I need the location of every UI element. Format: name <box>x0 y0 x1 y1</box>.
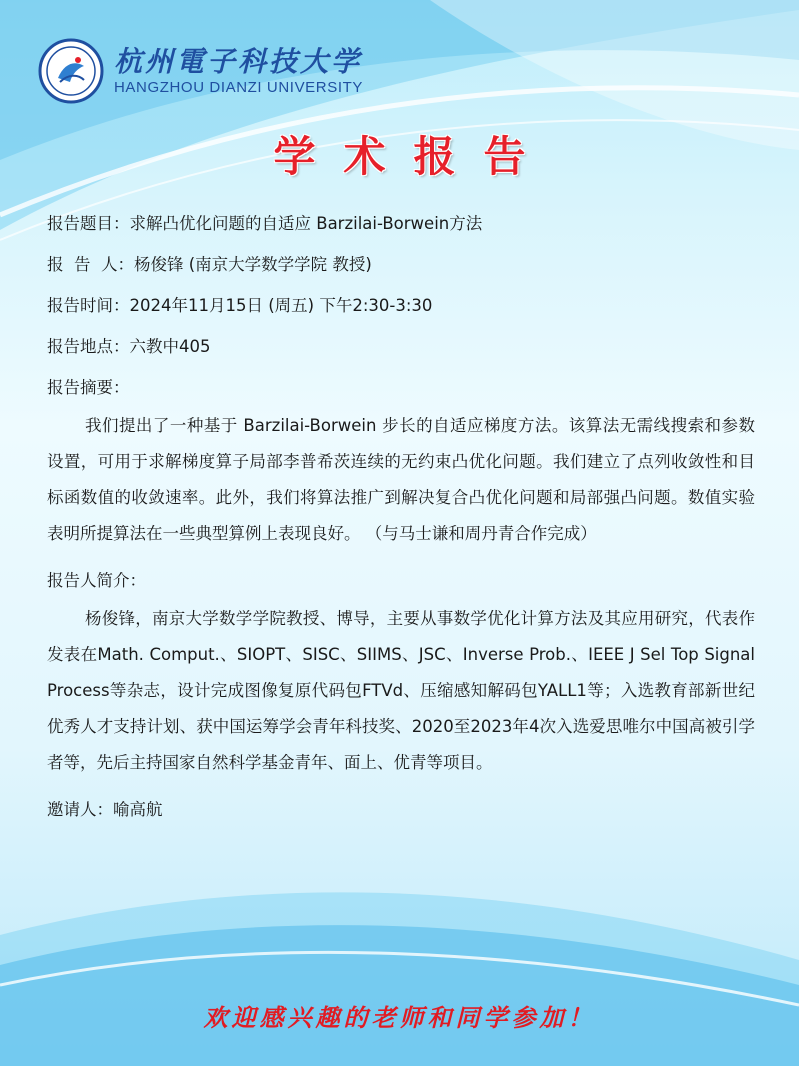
report-speaker: 报 告 人：杨俊锋 (南京大学数学学院 教授) <box>47 255 372 274</box>
report-topic: 报告题目：求解凸优化问题的自适应 Barzilai-Borwein方法 <box>47 214 483 233</box>
report-content <box>47 203 755 830</box>
page-title: 学术报告 <box>273 132 554 181</box>
inviter: 邀请人：喻高航 <box>47 800 163 819</box>
university-header <box>38 36 363 106</box>
bio-heading: 报告人简介： <box>47 571 146 590</box>
report-time: 报告时间：2024年11月15日 (周五) 下午2:30-3:30 <box>47 296 433 315</box>
welcome-banner: 欢迎感兴趣的老师和同学参加！ <box>203 1003 596 1032</box>
abstract-heading: 报告摘要： <box>47 378 130 397</box>
report-location: 报告地点：六教中405 <box>47 337 211 356</box>
university-name-en: HANGZHOU DIANZI UNIVERSITY <box>114 79 363 96</box>
bio-text: 杨俊锋，南京大学数学学院教授、博导，主要从事数学优化计算方法及其应用研究，代表作发表在Math. Comput.、SIOPT、SISC、SIIMS、JSC、Inverse Prob.、IEEE J Sel Top Signal Process等杂志，设计完成图像复原代码包FTVd、压缩感知解码包YALL1等；入选教育部新世纪优秀人才支持计划、获中国运筹学会青年科技奖、2020至2023年4次入选爱思唯尔中国高被引学者等，先后主持国家自然科学基金青年、面上、优青等项目。 <box>47 609 755 772</box>
university-logo-icon <box>38 38 104 104</box>
abstract-text: 我们提出了一种基于 Barzilai-Borwein 步长的自适应梯度方法。该算法无需线搜索和参数设置，可用于求解梯度算子局部李普希茨连续的无约束凸优化问题。我们建立了点列收敛性和目标函数值的收敛速率。此外，我们将算法推广到解决复合凸优化问题和局部强凸问题。数值实验表明所提算法在一些典型算例上表现良好。 （与马士谦和周丹青合作完成） <box>47 416 755 543</box>
university-name-cn: 杭州電子科技大学 <box>114 45 363 78</box>
